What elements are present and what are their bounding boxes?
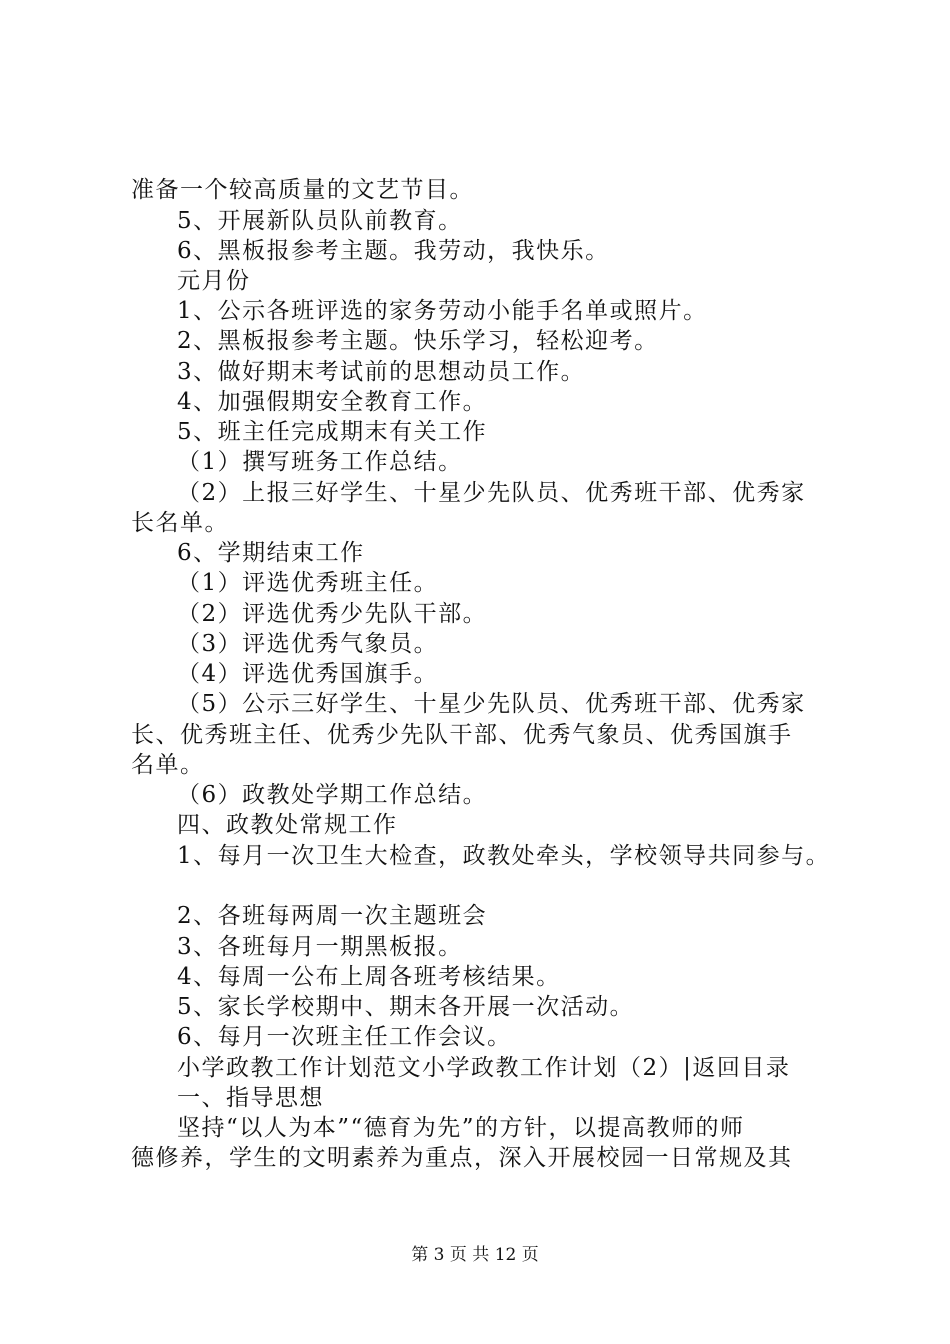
text-line: 德修养，学生的文明素养为重点，深入开展校园一日常规及其: [131, 1145, 793, 1171]
text-line: 6、学期结束工作: [177, 540, 365, 566]
text-line: 准备一个较高质量的文艺节目。: [131, 177, 474, 203]
page-number-footer: 第 3 页 共 12 页: [411, 1245, 539, 1265]
text-line: 4、加强假期安全教育工作。: [177, 389, 488, 415]
text-line: （1）撰写班务工作总结。: [177, 449, 463, 475]
text-line: （3）评选优秀气象员。: [177, 631, 439, 657]
text-line: 长名单。: [131, 510, 229, 536]
text-line: 5、家长学校期中、期末各开展一次活动。: [177, 994, 635, 1020]
text-line: 名单。: [131, 752, 205, 778]
section-heading: 元月份: [177, 268, 251, 294]
text-line: （2）上报三好学生、十星少先队员、优秀班干部、优秀家: [177, 480, 806, 506]
text-line: （6）政教处学期工作总结。: [177, 782, 488, 808]
text-line: 5、班主任完成期末有关工作: [177, 419, 488, 445]
text-line: 1、公示各班评选的家务劳动小能手名单或照片。: [177, 298, 708, 324]
text-line: 坚持“以人为本”“德育为先”的方针，以提高教师的师: [177, 1115, 745, 1141]
text-line: 5、开展新队员队前教育。: [177, 208, 463, 234]
text-line: 2、黑板报参考主题。快乐学习，轻松迎考。: [177, 328, 659, 354]
text-line: 6、每月一次班主任工作会议。: [177, 1024, 512, 1050]
text-line: 3、各班每月一期黑板报。: [177, 934, 463, 960]
section-heading: 一、指导思想: [177, 1085, 324, 1111]
text-line: 长、优秀班主任、优秀少先队干部、优秀气象员、优秀国旗手: [131, 722, 793, 748]
text-line: （2）评选优秀少先队干部。: [177, 601, 488, 627]
text-line: （4）评选优秀国旗手。: [177, 661, 439, 687]
text-line: （5）公示三好学生、十星少先队员、优秀班干部、优秀家: [177, 691, 806, 717]
text-line: 3、做好期末考试前的思想动员工作。: [177, 359, 586, 385]
section-heading: 四、政教处常规工作: [177, 812, 398, 838]
text-line: 1、每月一次卫生大检查，政教处牵头，学校领导共同参与。: [177, 843, 831, 869]
return-to-toc-line[interactable]: 小学政教工作计划范文小学政教工作计划（2）|返回目录: [177, 1055, 791, 1081]
text-line: （1）评选优秀班主任。: [177, 570, 439, 596]
text-line: 2、各班每两周一次主题班会: [177, 903, 488, 929]
text-line: 4、每周一公布上周各班考核结果。: [177, 964, 561, 990]
text-line: 6、黑板报参考主题。我劳动，我快乐。: [177, 238, 610, 264]
